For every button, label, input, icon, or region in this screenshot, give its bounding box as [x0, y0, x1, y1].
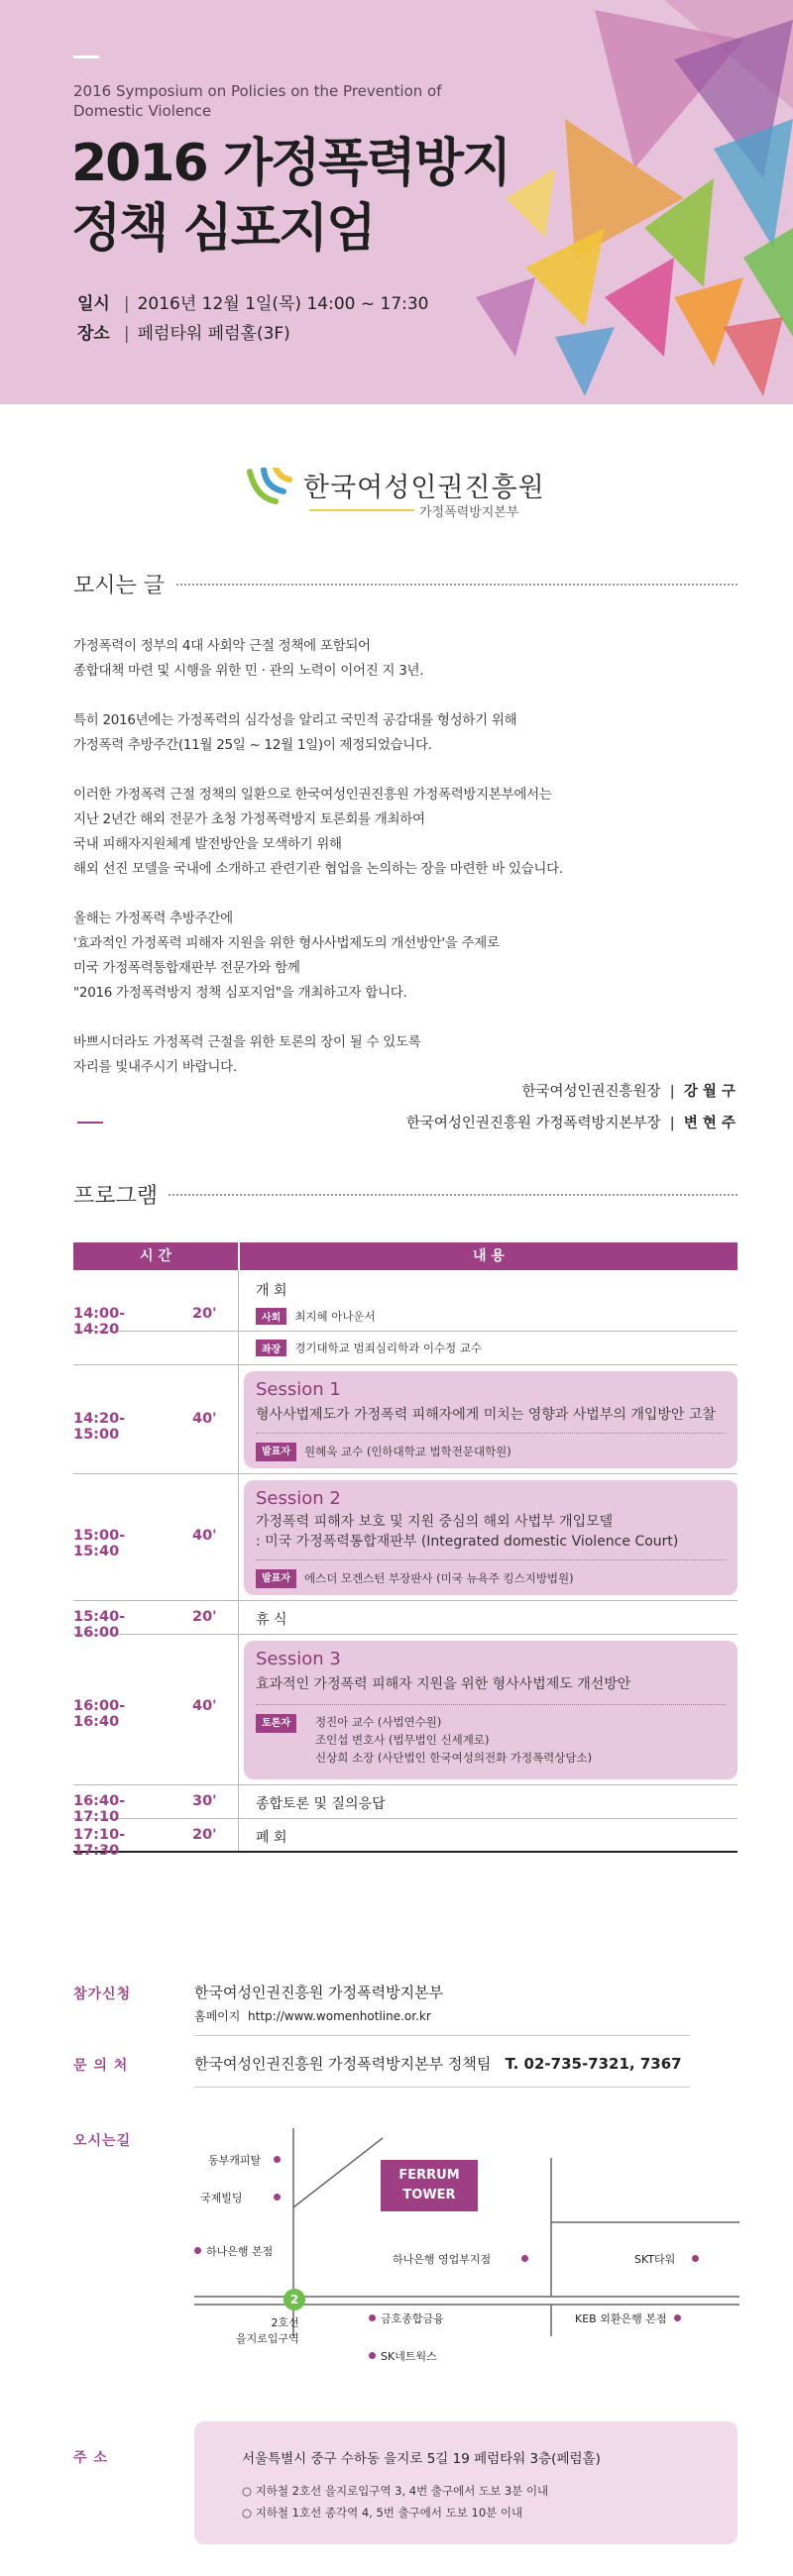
header-dash	[73, 55, 99, 58]
title-line-1: 2016 가정폭력방지	[71, 134, 510, 193]
location-map	[194, 2128, 739, 2345]
chair-tag: 좌장	[256, 1340, 286, 1356]
letter-line: 특히 2016년에는 가정폭력의 심각성을 알리고 국민적 공감대를 형성하기 위해	[73, 712, 517, 728]
homepage-link[interactable]: http://www.womenhotline.or.kr	[248, 2009, 431, 2023]
row-title: 종합토론 및 질의응답	[256, 1796, 386, 1812]
row-mins: 40'	[192, 1698, 217, 1714]
session-desc: 효과적인 가정폭력 피해자 지원을 위한 형사사법제도 개선방안	[256, 1676, 631, 1692]
sign1-org: 한국여성인권진흥원장	[521, 1084, 661, 1100]
speaker-name: 원혜욱 교수 (인하대학교 법학전문대학원)	[303, 1445, 511, 1458]
mc-name: 최지혜 아나운서	[294, 1309, 376, 1324]
row-title: 개 회	[256, 1283, 287, 1299]
row-mins: 40'	[192, 1411, 217, 1427]
station-name: 을지로입구역	[236, 2332, 299, 2345]
row-mins: 20'	[192, 1609, 217, 1625]
mc-tag: 사회	[256, 1308, 286, 1325]
session-2-box	[244, 1480, 737, 1595]
program-heading	[73, 1179, 737, 1209]
row-mins: 40'	[192, 1528, 217, 1544]
map-dot	[692, 2255, 699, 2262]
table-row-session-1	[73, 1365, 737, 1474]
letter-line: 자리를 빛내주시기 바랍니다.	[73, 1059, 237, 1075]
address-text: 서울특별시 중구 수하동 을지로 5길 19 페럼타워 3층(페럼홀)	[242, 2451, 601, 2467]
logo-subtitle: 가정폭력방지본부	[419, 505, 519, 520]
session-desc-1: 가정폭력 피해자 보호 및 지원 중심의 해외 사법부 개입모델	[256, 1514, 614, 1530]
signature-2: 한국여성인권진흥원 가정폭력방지본부장 | 변 현 주	[405, 1116, 736, 1131]
sign2-org: 한국여성인권진흥원 가정폭력방지본부장	[405, 1116, 661, 1131]
row-time: 14:20-15:00	[73, 1411, 126, 1443]
col-time-header: 시 간	[73, 1242, 238, 1270]
table-row-closing	[73, 1819, 737, 1859]
session-title: Session 3	[256, 1649, 341, 1669]
map-networks: SK네트웍스	[381, 2350, 437, 2363]
letter-line: 미국 가정폭력통합재판부 전문가와 함께	[73, 960, 300, 976]
col-content-header: 내 용	[240, 1242, 737, 1270]
letter-line: 국내 피해자지원체계 발전방안을 모색하기 위해	[73, 836, 342, 852]
table-row-chair	[73, 1332, 737, 1365]
row-title: 휴 식	[256, 1612, 287, 1628]
ferrum-tower-marker	[381, 2160, 478, 2211]
logo-underline	[309, 509, 414, 511]
address-box	[194, 2421, 737, 2544]
sign2-name: 변 현 주	[683, 1116, 736, 1131]
letter-line: 해외 선진 모델을 국내에 소개하고 관련기관 협업을 논의하는 장을 마련한 바 있습니다.	[73, 861, 563, 877]
invite-heading	[73, 569, 737, 598]
speaker-tag: 발표자	[256, 1443, 296, 1461]
ferrum-label-2: TOWER	[402, 2188, 456, 2202]
letter-paragraph	[73, 1030, 737, 1080]
letter-line: 올해는 가정폭력 추방주간에	[73, 911, 233, 926]
page-title	[71, 131, 587, 262]
invite-heading-text: 모시는 글	[73, 574, 174, 598]
session-3-box	[244, 1641, 737, 1779]
table-row-session-3	[73, 1635, 737, 1785]
logo-icon	[246, 468, 295, 507]
event-date: 일시 | 2016년 12월 1일(목) 14:00 ~ 17:30	[77, 294, 429, 314]
inquiry-value: 한국여성인권진흥원 가정폭력방지본부 정책팀	[194, 2055, 492, 2073]
logo-name: 한국여성인권진흥원	[303, 473, 545, 503]
row-time: 16:40-17:10	[73, 1793, 126, 1825]
homepage-label: 홈페이지	[194, 2009, 241, 2023]
table-row-opening	[73, 1270, 737, 1338]
row-title: 폐 회	[256, 1830, 287, 1846]
divider-dash	[77, 1122, 103, 1124]
discussant-3: 신상희 소장 (사단법인 한국여성의전화 가정폭력상담소)	[315, 1751, 593, 1765]
divider	[194, 2035, 690, 2036]
direction-2-text: 지하철 1호선 종각역 4, 5번 출구에서 도보 10분 이내	[255, 2506, 523, 2520]
map-dongbu: 동부캐피탈	[208, 2154, 262, 2167]
chair-name: 경기대학교 범죄심리학과 이수정 교수	[294, 1341, 483, 1355]
map-label: 오시는길	[73, 2133, 132, 2149]
map-dot	[369, 2352, 376, 2359]
map-dot	[521, 2255, 528, 2262]
speaker-name: 에스더 모겐스턴 부장판사 (미국 뉴욕주 킹스지방법원)	[303, 1571, 574, 1585]
date-label: 일시	[77, 294, 110, 314]
discussant-tag: 토론자	[256, 1714, 296, 1733]
program-heading-text: 프로그램	[73, 1184, 168, 1209]
discussant-2: 조인섭 변호사 (법무법인 신세계로)	[315, 1733, 490, 1747]
subway-line-2-icon: 2	[283, 2289, 305, 2310]
map-keb: KEB 외환은행 본점	[575, 2312, 667, 2325]
table-row-break	[73, 1601, 737, 1641]
organization-logo	[246, 462, 553, 521]
map-sk: SKT타워	[634, 2253, 676, 2266]
letter-line: '효과적인 가정폭력 피해자 지원을 위한 형사사법제도의 개선방안'을 주제로	[73, 935, 500, 951]
row-time: 17:10-17:30	[73, 1827, 126, 1859]
session-desc-2: : 미국 가정폭력통합재판부 (Integrated domestic Violence Court)	[256, 1534, 679, 1550]
letter-line: 바쁘시더라도 가정폭력 근절을 위한 토론의 장이 될 수 있도록	[73, 1034, 421, 1050]
session-desc: 형사사법제도가 가정폭력 피해자에게 미치는 영향과 사법부의 개입방안 고찰	[256, 1407, 716, 1423]
row-mins: 30'	[192, 1793, 217, 1809]
letter-paragraph	[73, 634, 737, 684]
map-kumho: 금호종합금융	[381, 2312, 444, 2325]
place-label: 장소	[77, 324, 110, 344]
letter-line: 이러한 가정폭력 근절 정책의 일환으로 한국여성인권진흥원 가정폭력방지본부에서는	[73, 787, 552, 803]
row-time: 15:40-16:00	[73, 1609, 126, 1641]
table-row-discussion	[73, 1785, 737, 1825]
map-station	[236, 2314, 299, 2346]
letter-line: 지난 2년간 해외 전문가 초청 가정폭력방지 토론회를 개최하여	[73, 811, 425, 827]
table-row-session-2	[73, 1474, 737, 1601]
invitation-letter	[73, 634, 737, 1105]
session-title: Session 2	[256, 1488, 341, 1509]
sign1-name: 강 월 구	[683, 1084, 736, 1100]
letter-paragraph	[73, 708, 737, 758]
address-label: 주 소	[73, 2450, 108, 2466]
chair-line	[256, 1340, 482, 1356]
row-time: 16:00-16:40	[73, 1698, 126, 1730]
phone-number: T. 02-735-7321, 7367	[505, 2055, 682, 2073]
map-gukje: 국제빌딩	[200, 2192, 243, 2204]
row-time: 14:00-14:20	[73, 1306, 126, 1338]
place-value: 페럼타워 페럼홀(3F)	[137, 324, 290, 344]
homepage-line	[194, 2007, 431, 2024]
divider	[194, 2087, 690, 2088]
row-mins: 20'	[192, 1827, 217, 1843]
english-title: 2016 Symposium on Policies on the Prevention of Domestic Violence	[73, 82, 442, 120]
letter-line: 가정폭력 추방주간(11월 25일 ~ 12월 1일)이 제정되었습니다.	[73, 737, 432, 753]
title-line-2: 정책 심포지엄	[71, 199, 375, 259]
letter-paragraph	[73, 783, 737, 882]
speaker-tag: 발표자	[256, 1569, 296, 1588]
inquiry-line	[194, 2053, 682, 2074]
direction-1: ○ 지하철 2호선 을지로입구역 3, 4번 출구에서 도보 3분 이내	[242, 2484, 549, 2498]
map-dot	[369, 2314, 376, 2321]
session-1-box	[244, 1371, 737, 1468]
map-dot	[674, 2314, 681, 2321]
map-dot	[274, 2194, 281, 2200]
letter-paragraph	[73, 907, 737, 1006]
discussant-1: 정진아 교수 (사법연수원)	[315, 1715, 442, 1729]
station-line: 2호선	[271, 2316, 299, 2329]
letter-line: "2016 가정폭력방지 정책 심포지엄"을 개최하고자 합니다.	[73, 985, 407, 1001]
header-banner	[0, 0, 793, 404]
session-title: Session 1	[256, 1379, 341, 1400]
mc-line	[256, 1308, 376, 1325]
ferrum-label-1: FERRUM	[398, 2168, 460, 2183]
apply-label: 참가신청	[73, 1986, 132, 2002]
map-hana-main: 하나은행 본점	[206, 2245, 274, 2258]
row-mins: 20'	[192, 1306, 217, 1322]
date-value: 2016년 12월 1일(목) 14:00 ~ 17:30	[137, 294, 429, 314]
apply-org: 한국여성인권진흥원 가정폭력방지본부	[194, 1984, 444, 2001]
direction-1-text: 지하철 2호선 을지로입구역 3, 4번 출구에서 도보 3분 이내	[255, 2484, 549, 2498]
direction-2: ○ 지하철 1호선 종각역 4, 5번 출구에서 도보 10분 이내	[242, 2506, 523, 2520]
signature-1: 한국여성인권진흥원장 | 강 월 구	[521, 1084, 736, 1100]
inquiry-label: 문 의 처	[73, 2058, 129, 2074]
letter-line: 종합대책 마련 및 시행을 위한 민 · 관의 노력이 이어진 지 3년.	[73, 663, 424, 679]
letter-line: 가정폭력이 정부의 4대 사회악 근절 정책에 포함되어	[73, 638, 371, 654]
map-dot	[194, 2247, 201, 2254]
map-dot	[274, 2156, 281, 2163]
map-hana-branch: 하나은행 영업부지점	[393, 2253, 492, 2266]
event-place: 장소 | 페럼타워 페럼홀(3F)	[77, 324, 290, 344]
row-time: 15:00-15:40	[73, 1528, 126, 1559]
